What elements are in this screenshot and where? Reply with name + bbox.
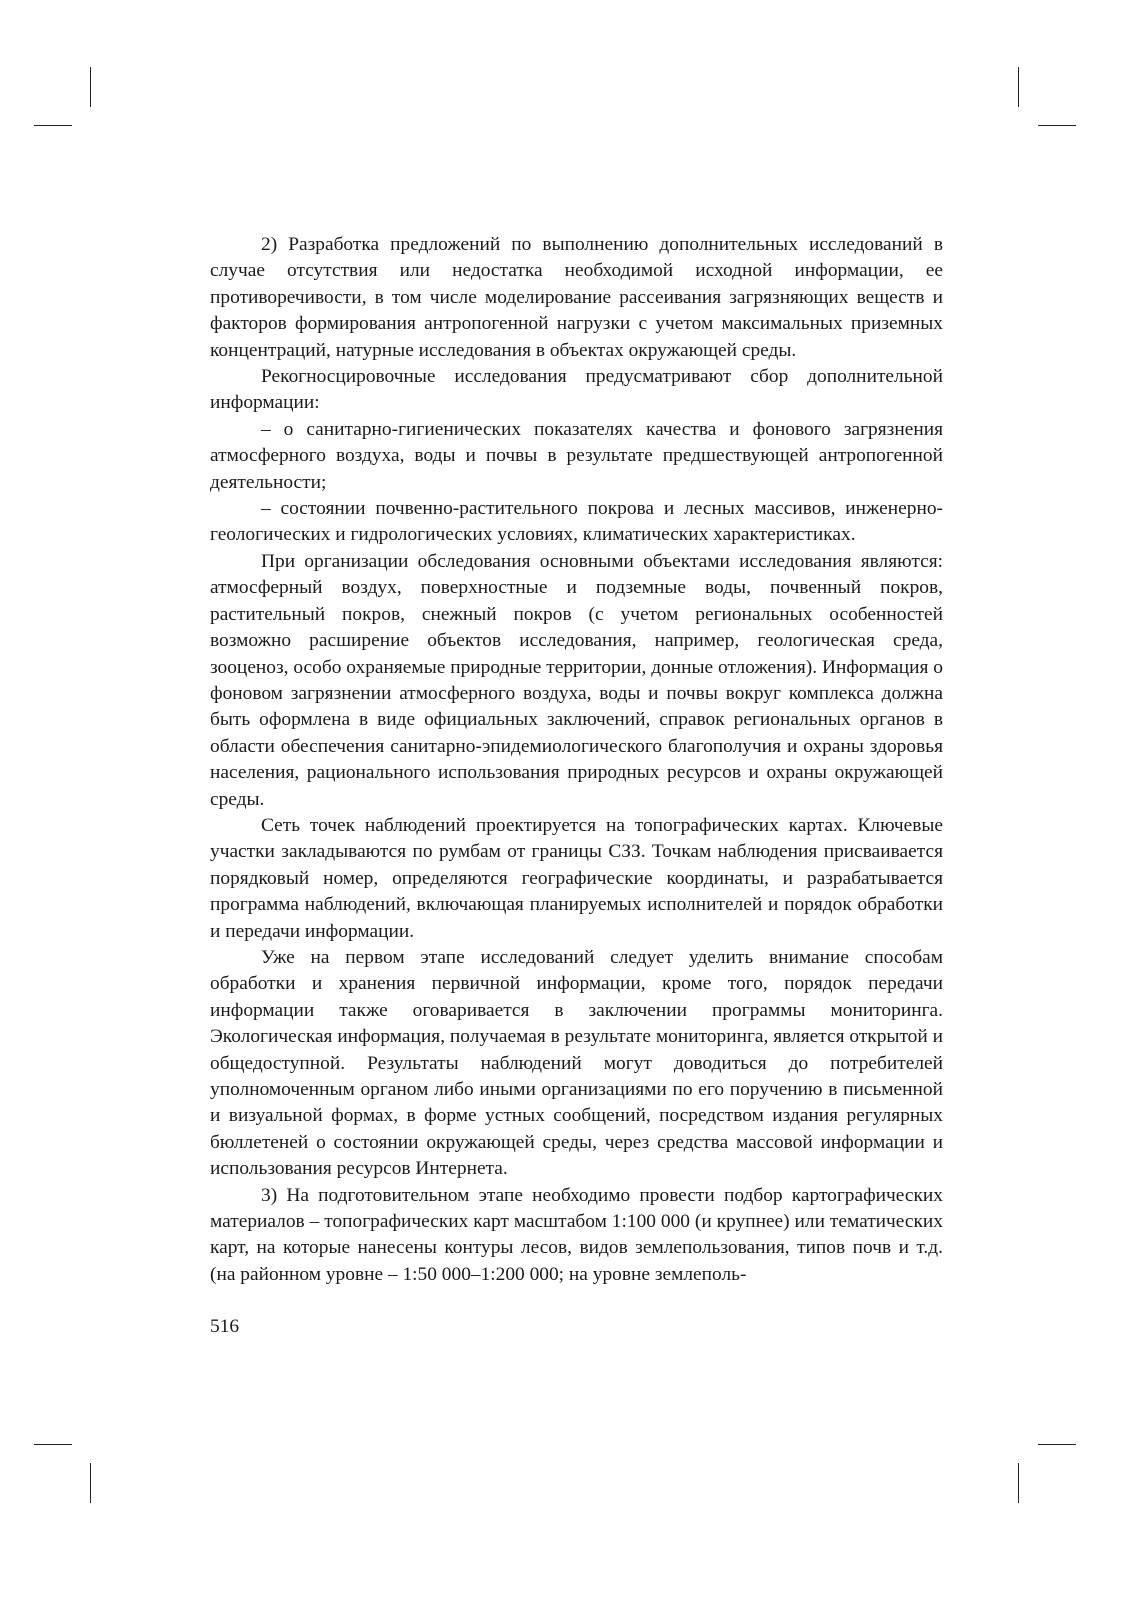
paragraph-observation-network: Сеть точек наблюдений проектируется на топографических картах. Ключевые участки закладываются по румбам от границы СЗЗ. Точкам наблюдения присваивается порядковый номер, определяются географические координаты, и разрабатывается программа наблюдений, включающая планируемых исполнителей и порядок обработки и передачи информации. — [210, 814, 943, 942]
crop-mark-bottom-left-vertical — [90, 1463, 91, 1503]
paragraph-list-item-sanitary: – о санитарно-гигиенических показателях качества и фонового загрязнения атмосферного воздуха, воды и почвы в результате предшествующей антропогенной деятельности; — [210, 418, 943, 493]
crop-mark-bottom-left-horizontal — [34, 1444, 72, 1445]
paragraph-information-processing: Уже на первом этапе исследований следует уделить внимание способам обработки и хранения первичной информации, кроме того, порядок передачи информации также оговаривается в заключении программы мониторинга. Экологическая информация, получаемая в результате мониторинга, является открытой и общедоступной. Результаты наблюдений могут доводиться до потребителей уполномоченным органом либо иными организациями по его поручению в письменной и визуальной формах, в форме устных сообщений, посредством издания регулярных бюллетеней о состоянии окружающей среды, через средства массовой информации и использования ресурсов Интернета. — [210, 946, 943, 1180]
crop-mark-top-left-vertical — [90, 67, 91, 107]
paragraph-list-item-soil-vegetation: – состоянии почвенно-растительного покрова и лесных массивов, инженерно-геологических и гидрологических условиях, климатических характеристиках. — [210, 498, 943, 546]
paragraph-survey-objects: При организации обследования основными объектами исследования являются: атмосферный воздух, поверхностные и подземные воды, почвенный покров, растительный покров, снежный покров (с учетом региональных особенностей возможно расширение объектов исследования, например, геологическая среда, зооценоз, особо охраняемые природные территории, донные отложения). Информация о фоновом загрязнении атмосферного воздуха, воды и почвы вокруг комплекса должна быть оформлена в виде официальных заключений, справок региональных органов в области обеспечения санитарно-эпидемиологического благополучия и охраны здоровья населения, рационального использования природных ресурсов и охраны окружающей среды. — [210, 550, 943, 810]
paragraph-cartographic-materials: 3) На подготовительном этапе необходимо провести подбор картографических материалов – топографических карт масштабом 1:100 000 (и крупнее) или тематических карт, на которые нанесены контуры лесов, видов землепользования, типов почв и т.д. (на районном уровне – 1:50 000–1:200 000; на уровне землеполь- — [210, 1184, 943, 1285]
paragraph-development-proposals: 2) Разработка предложений по выполнению дополнительных исследований в случае отсутствия или недостатка необходимой исходной информации, ее противоречивости, в том числе моделирование рассеивания загрязняющих веществ и факторов формирования антропогенной нагрузки с учетом максимальных приземных концентраций, натурные исследования в объектах окружающей среды. — [210, 234, 943, 361]
crop-mark-top-right-horizontal — [1038, 125, 1076, 126]
paragraph-reconnaissance-intro: Рекогносцировочные исследования предусматривают сбор дополнительной информации: — [210, 366, 943, 414]
page-number: 516 — [210, 1316, 240, 1337]
crop-mark-top-right-vertical — [1018, 67, 1019, 107]
page-body-text — [210, 232, 943, 1288]
crop-mark-bottom-right-horizontal — [1038, 1444, 1076, 1445]
crop-mark-top-left-horizontal — [34, 125, 72, 126]
crop-mark-bottom-right-vertical — [1018, 1463, 1019, 1503]
